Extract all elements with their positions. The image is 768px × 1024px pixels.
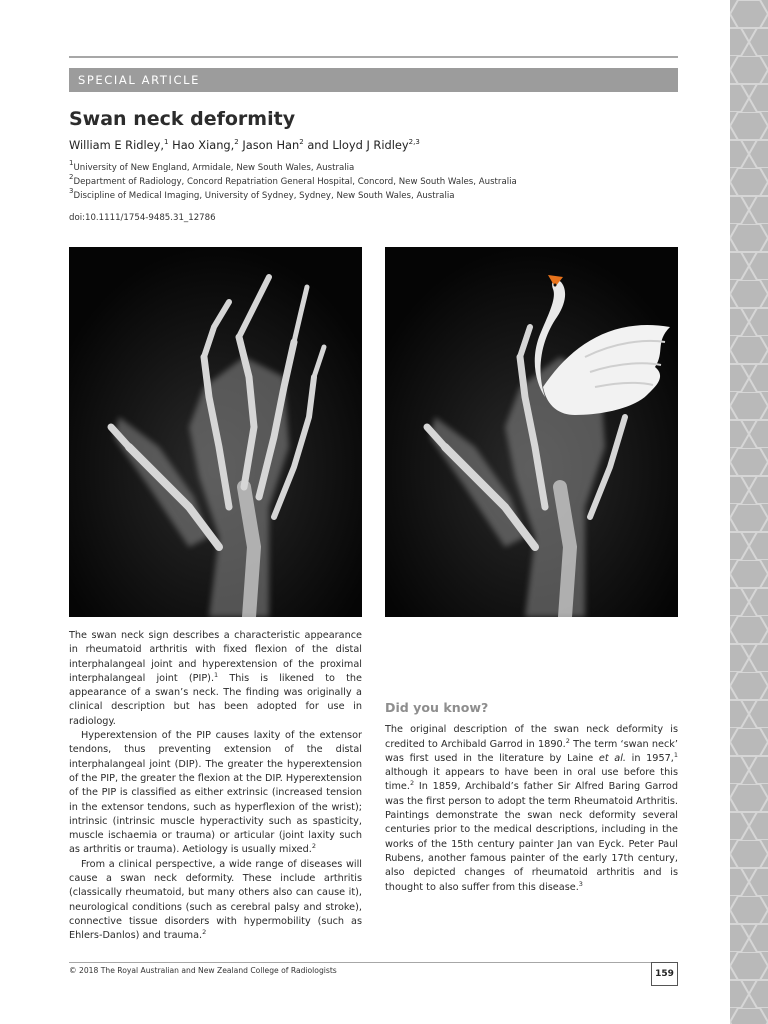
paragraph-text: In 1859, Archibald’s father Sir Alfred Baring Garrod was the first person to adopt the term Rheumatoid Arthritis. Paintings demonstrate the swan neck deformity several centuries prior to the medical descriptions, including in the works of the 15th century painter Jan van Eyck. Peter Paul Rubens, another famous painter of the early 17th century, also depicted changes of rheumatoid arthritis and is thought to also suffer from this disease.: [385, 781, 678, 893]
reference-superscript: 1: [673, 750, 679, 759]
page-number: 159: [651, 962, 678, 986]
reference-superscript: 3: [578, 879, 583, 888]
affiliation-number: 1: [69, 159, 74, 167]
paragraph: [69, 629, 362, 729]
section-banner: SPECIAL ARTICLE: [69, 68, 678, 92]
paragraph: [385, 723, 678, 895]
affiliation: [69, 187, 455, 201]
affiliation-text: Discipline of Medical Imaging, University of Sydney, Sydney, New South Wales, Australia: [73, 191, 455, 201]
author-affiliation-ref: 2,3: [408, 138, 420, 146]
author-list: [69, 138, 420, 152]
hand-xray-figure: [69, 247, 362, 617]
paragraph-text: The original description of the swan neck deformity is credited to Archibald Garrod in 1890.: [385, 724, 678, 750]
doi: doi:10.1111/1754-9485.31_12786: [69, 213, 216, 223]
reference-superscript: 2: [409, 779, 415, 788]
paragraph: [69, 858, 362, 944]
affiliation: [69, 159, 355, 173]
author-name: Jason Han: [242, 138, 300, 152]
paragraph-text: in 1957,: [625, 752, 674, 764]
decorative-side-strip: [730, 0, 768, 1024]
author-affiliation-ref: 2: [234, 138, 239, 146]
paragraph-text: although it appears to have been in oral use before this time.: [385, 767, 678, 793]
affiliation-text: Department of Radiology, Concord Repatriation General Hospital, Concord, New South Wales, Australia: [73, 177, 517, 187]
paragraph-text: Hyperextension of the PIP causes laxity of the extensor tendons, thus preventing extension of the distal interphalangeal joint (DIP). The greater the hyperextension of the PIP, the greater the flexion at the DIP. Hyperextension of the PIP is classified as either extrinsic (increased tension in the extensor tendons, such as hyperflexion of the wrist); intrinsic (intrinsic muscle hyperactivity such as spasticity, muscle ischaemia or trauma) or articular (joint laxity such as arthritis or trauma). Aetiology is usually mixed.: [69, 730, 362, 856]
swan-overlay-figure: [385, 247, 678, 617]
left-text-column: [69, 629, 362, 944]
affiliation-number: 2: [69, 173, 74, 181]
article-title: Swan neck deformity: [69, 108, 296, 130]
paragraph-text: The swan neck sign describes a characteristic appearance in rheumatoid arthritis with fixed flexion of the distal interphalangeal joint and hyperextension of the proximal interphalangeal joint (PIP).: [69, 630, 362, 684]
hexagon-pattern: [730, 0, 768, 1024]
affiliation-number: 3: [69, 187, 74, 195]
reference-superscript: 1: [214, 670, 219, 679]
author-name: Hao Xiang,: [172, 138, 235, 152]
paragraph: [69, 729, 362, 858]
affiliation: [69, 173, 517, 187]
did-you-know-heading: Did you know?: [385, 700, 489, 715]
header-rule: [69, 56, 678, 58]
copyright-notice: © 2018 The Royal Australian and New Zealand College of Radiologists: [69, 966, 337, 975]
paragraph-text: From a clinical perspective, a wide range of diseases will cause a swan neck deformity. These include arthritis (classically rheumatoid, but many others also can cause it), neurological conditions (such as cerebral palsy and stroke), connective tissue disorders with hypermobility (such as Ehlers-Danlos) and trauma.: [69, 858, 362, 942]
author-affiliation-ref: 2: [299, 138, 304, 146]
reference-superscript: 2: [565, 736, 570, 745]
author-affiliation-ref: 1: [164, 138, 169, 146]
footer-rule: [69, 962, 678, 963]
author-name: and Lloyd J Ridley: [307, 138, 409, 152]
reference-superscript: 2: [202, 928, 207, 937]
right-text-column: [385, 629, 678, 895]
affiliation-text: University of New England, Armidale, New South Wales, Australia: [73, 163, 355, 173]
paragraph-text: The term ‘swan neck’ was first used in the literature by Laine: [385, 738, 678, 764]
paragraph-text: This is likened to the appearance of a swan’s neck. The finding was originally a clinical description but has been adopted for use in radiology.: [69, 672, 362, 727]
reference-superscript: 2: [311, 842, 316, 851]
et-al: et al.: [598, 752, 626, 764]
author-name: William E Ridley,: [69, 138, 165, 152]
